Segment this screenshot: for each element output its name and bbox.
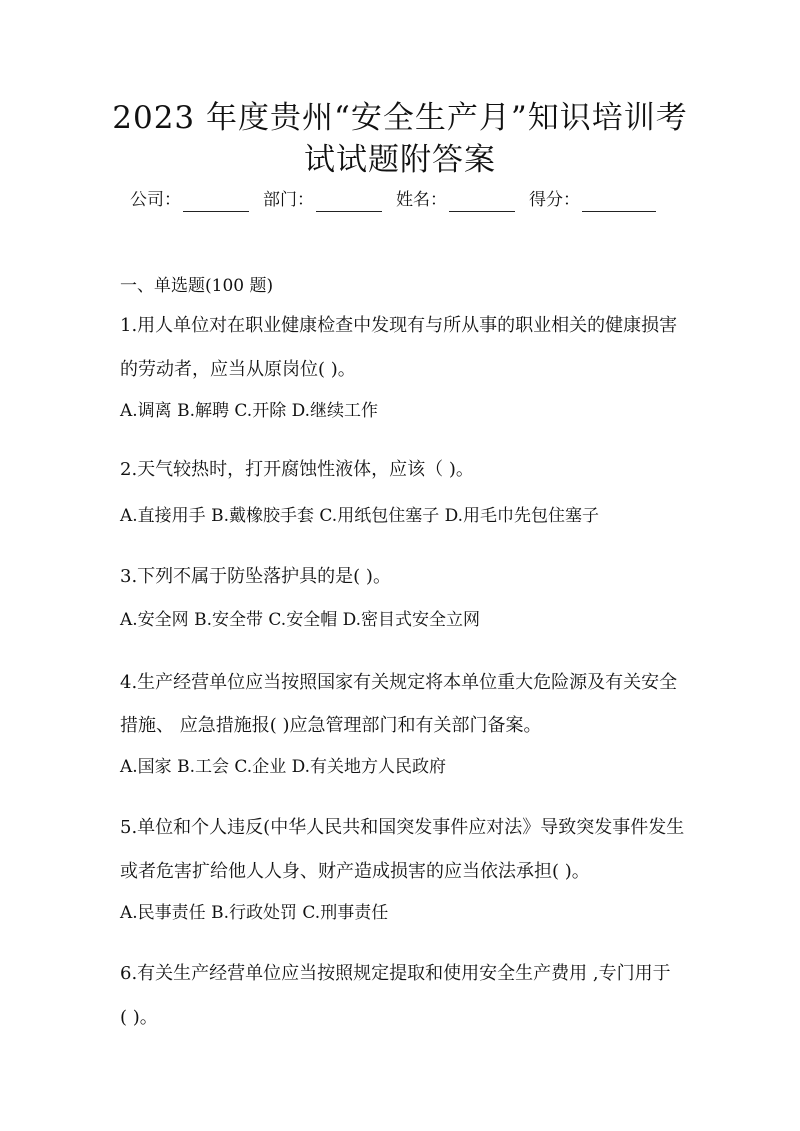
question-2-line-1: 2.天气较热时，打开腐蚀性液体，应该（ )。 (120, 459, 474, 480)
question-5-line-2: 或者危害扩给他人人身、财产造成损害的应当依法承担( )。 (120, 861, 590, 882)
question-4-line-2: 措施、 应急措施报( )应急管理部门和有关部门备案。 (120, 715, 542, 736)
question-4-line-1: 4.生产经营单位应当按照国家有关规定将本单位重大危险源及有关安全 (120, 672, 678, 693)
question-1-line-1: 1.用人单位对在职业健康检查中发现有与所从事的职业相关的健康损害 (120, 315, 678, 336)
company-field (130, 188, 249, 212)
question-3 (120, 565, 682, 589)
company-label: 公司： (130, 190, 181, 210)
department-blank (316, 193, 382, 212)
question-6-line-1: 6.有关生产经营单位应当按照规定提取和使用安全生产费用 ,专门用于 (120, 963, 671, 984)
question-5-options: A.民事责任 B.行政处罚 C.刑事责任 (120, 903, 389, 923)
info-fields (130, 188, 690, 212)
score-blank (582, 193, 656, 212)
question-1-line-2: 的劳动者，应当从原岗位( )。 (120, 359, 356, 380)
question-2-options: A.直接用手 B.戴橡胶手套 C.用纸包住塞子 D.用毛巾先包住塞子 (120, 506, 600, 526)
question-2 (120, 458, 682, 482)
score-field (529, 188, 656, 212)
name-field (396, 188, 515, 212)
question-6-line-2: ( )。 (120, 1007, 158, 1028)
title-line-2: 试试题附答案 (304, 142, 496, 178)
title-line-1: 2023 年度贵州“安全生产月”知识培训考 (112, 100, 688, 136)
question-3-options: A.安全网 B.安全带 C.安全帽 D.密目式安全立网 (120, 610, 481, 630)
name-blank (449, 193, 515, 212)
question-4 (120, 671, 682, 738)
department-label: 部门： (263, 190, 314, 210)
question-5 (120, 816, 685, 884)
question-1-options: A.调离 B.解聘 C.开除 D.继续工作 (120, 401, 379, 421)
company-blank (183, 193, 249, 212)
question-4-options: A.国家 B.工会 C.企业 D.有关地方人民政府 (120, 757, 447, 777)
name-label: 姓名： (396, 190, 447, 210)
question-3-line-1: 3.下列不属于防坠落护具的是( )。 (120, 566, 391, 587)
section-heading: 一、单选题(100 题) (120, 276, 274, 296)
score-label: 得分： (529, 190, 580, 210)
question-1 (120, 314, 682, 382)
question-5-line-1: 5.单位和个人违反(中华人民共和国突发事件应对法》导致突发事件发生 (120, 817, 685, 838)
question-6 (120, 962, 682, 1030)
department-field (263, 188, 382, 212)
